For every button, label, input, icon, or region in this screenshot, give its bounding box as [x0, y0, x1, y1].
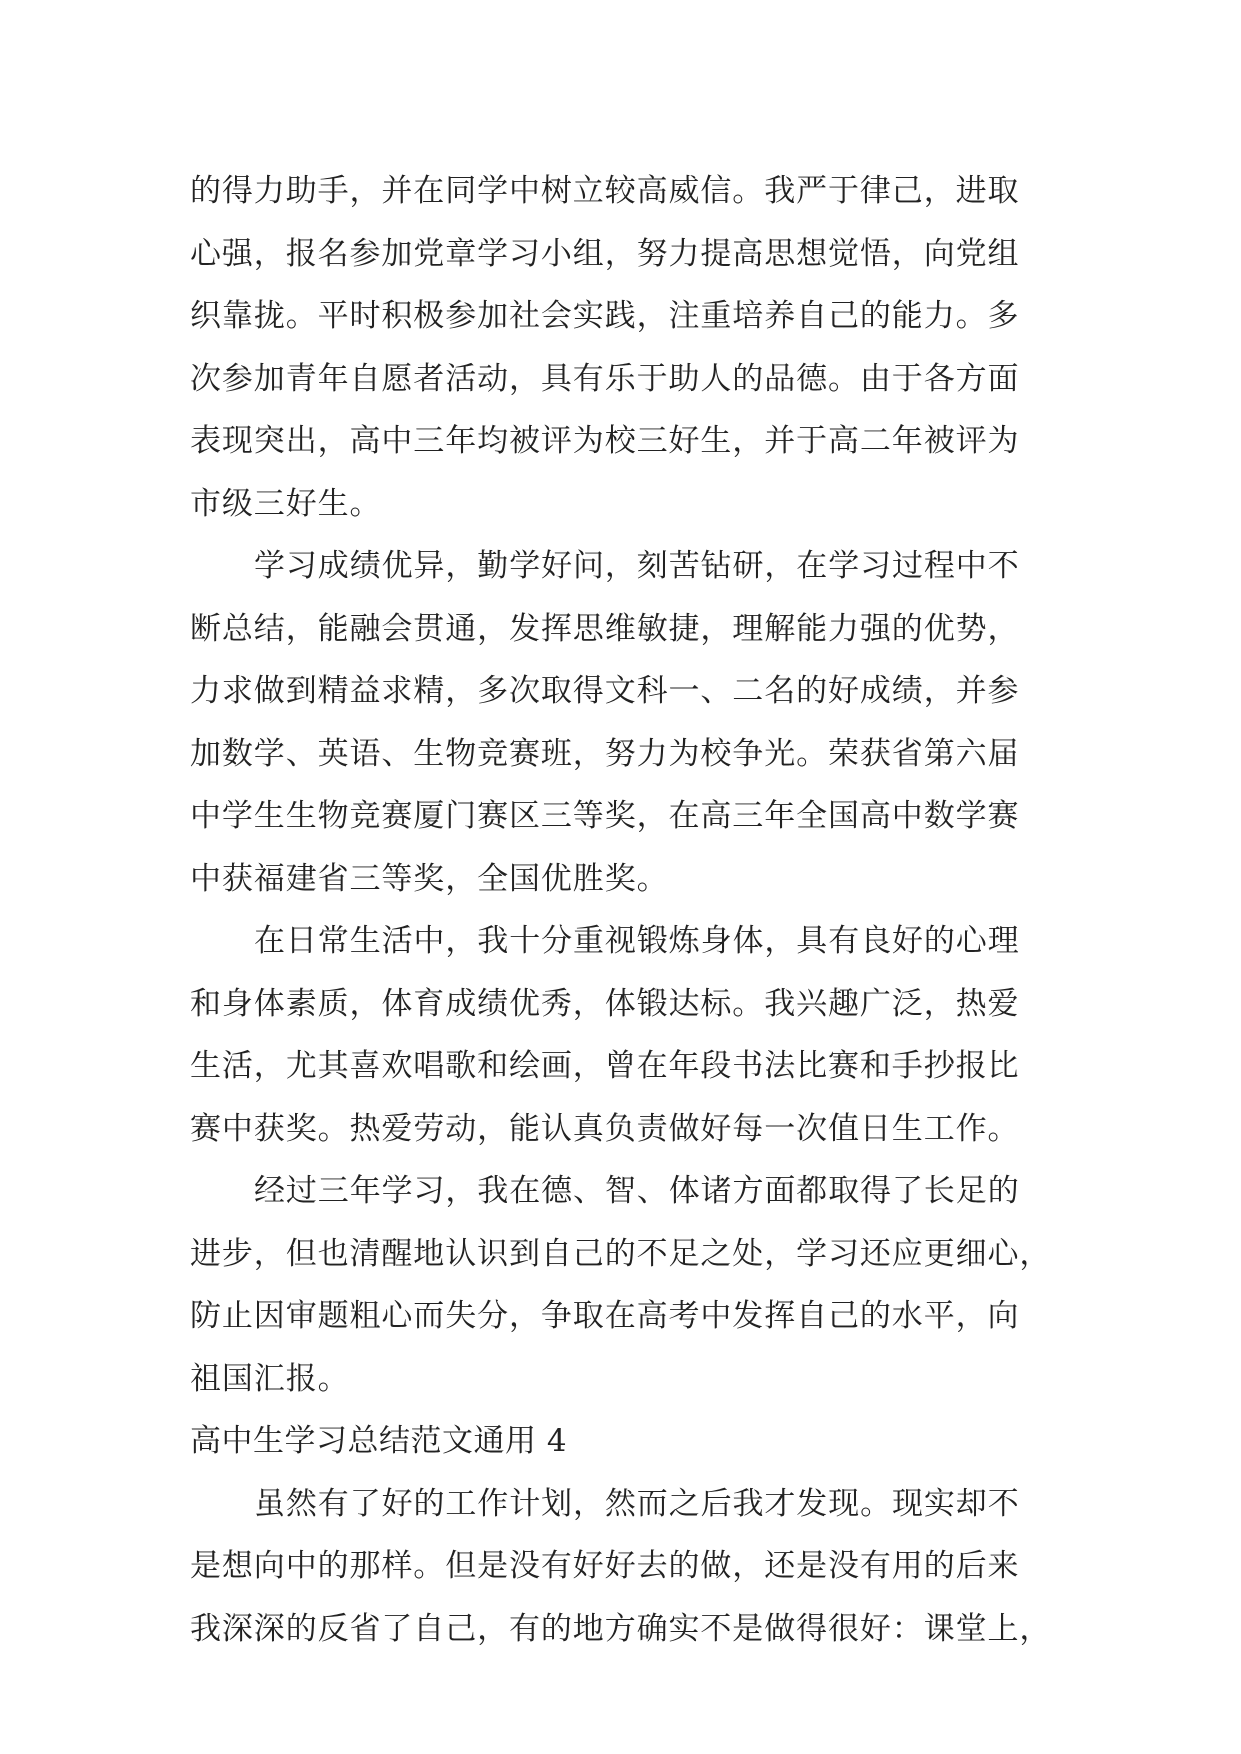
text-line: 赛中获奖。热爱劳动，能认真负责做好每一次值日生工作。 — [190, 1110, 1020, 1147]
paragraph-conclusion — [190, 1160, 1070, 1410]
text-line: 断总结，能融会贯通，发挥思维敏捷，理解能力强的优势， — [190, 610, 1020, 647]
text-line: 的得力助手，并在同学中树立较高威信。我严于律己，进取 — [190, 173, 1020, 209]
text-line: 经过三年学习，我在德、智、体诸方面都取得了长足的 — [254, 1173, 1020, 1209]
text-line: 心强，报名参加党章学习小组，努力提高思想觉悟，向党组 — [190, 235, 1020, 272]
text-line: 中获福建省三等奖，全国优胜奖。 — [190, 860, 669, 897]
section-heading: 高中生学习总结范文通用 4 — [190, 1423, 568, 1459]
text-line: 力求做到精益求精，多次取得文科一、二名的好成绩，并参 — [190, 673, 1020, 709]
text-line: 和身体素质，体育成绩优秀，体锻达标。我兴趣广泛，热爱 — [190, 985, 1020, 1022]
text-line: 虽然有了好的工作计划，然而之后我才发现。现实却不 — [254, 1485, 1020, 1522]
paragraph-plan — [190, 1473, 1070, 1661]
text-line: 织靠拢。平时积极参加社会实践，注重培养自己的能力。多 — [190, 298, 1020, 334]
text-line: 次参加青年自愿者活动，具有乐于助人的品德。由于各方面 — [190, 360, 1020, 397]
text-line: 是想向中的那样。但是没有好好去的做，还是没有用的后来 — [190, 1548, 1020, 1584]
document-body — [190, 160, 1070, 1660]
text-line: 进步，但也清醒地认识到自己的不足之处，学习还应更细心， — [190, 1235, 1052, 1272]
text-line: 我深深的反省了自己，有的地方确实不是做得很好：课堂上， — [190, 1610, 1052, 1647]
text-line: 学习成绩优异，勤学好问，刻苦钻研，在学习过程中不 — [254, 548, 1020, 584]
text-line: 加数学、英语、生物竞赛班，努力为校争光。荣获省第六届 — [190, 735, 1020, 772]
text-line: 祖国汇报。 — [190, 1360, 350, 1397]
paragraph-continuation — [190, 160, 1070, 535]
text-line: 在日常生活中，我十分重视锻炼身体，具有良好的心理 — [254, 923, 1020, 959]
text-line: 表现突出，高中三年均被评为校三好生，并于高二年被评为 — [190, 423, 1020, 459]
text-line: 生活，尤其喜欢唱歌和绘画，曾在年段书法比赛和手抄报比 — [190, 1048, 1020, 1084]
paragraph-daily-life — [190, 910, 1070, 1160]
paragraph-study — [190, 535, 1070, 910]
text-line: 市级三好生。 — [190, 485, 382, 522]
text-line: 防止因审题粗心而失分，争取在高考中发挥自己的水平，向 — [190, 1298, 1020, 1334]
text-line: 中学生生物竞赛厦门赛区三等奖，在高三年全国高中数学赛 — [190, 798, 1020, 834]
